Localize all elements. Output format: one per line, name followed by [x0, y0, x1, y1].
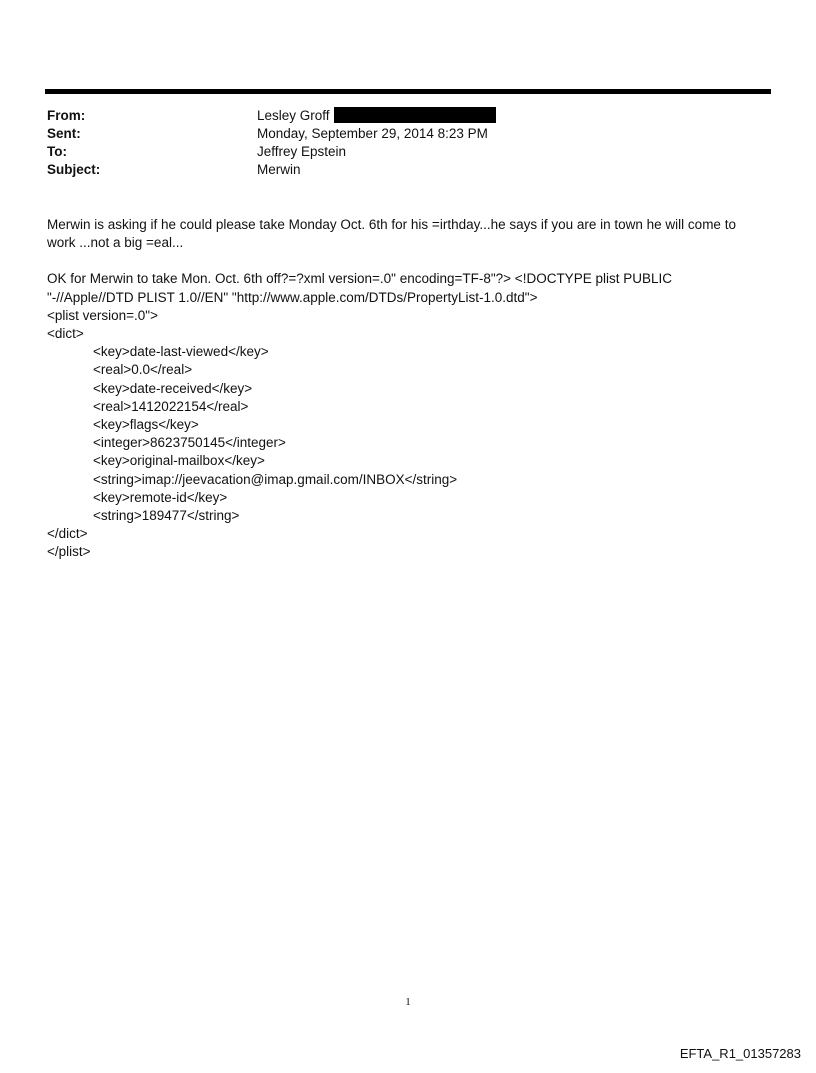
subject-row: [47, 161, 496, 179]
plist-line: <key>remote-id</key>: [93, 489, 228, 505]
email-header: [47, 107, 496, 179]
plist-line: <key>flags</key>: [93, 417, 199, 433]
plist-open: <plist version=.0">: [47, 307, 158, 323]
sent-label: Sent:: [47, 126, 81, 141]
from-label: From:: [47, 108, 86, 123]
email-body: [47, 216, 757, 562]
document-id: EFTA_R1_01357283: [679, 1046, 801, 1061]
sent-value: Monday, September 29, 2014 8:23 PM: [257, 126, 488, 141]
from-row: [47, 107, 496, 125]
header-rule: [45, 89, 771, 94]
plist-line: <real>0.0</real>: [93, 362, 193, 378]
to-label: To:: [47, 144, 67, 159]
plist-line: <integer>8623750145</integer>: [93, 435, 286, 451]
to-row: [47, 143, 496, 161]
plist-line: <string>imap://jeevacation@imap.gmail.com/INBOX</string>: [93, 471, 458, 487]
dict-close: </dict>: [47, 526, 88, 542]
subject-value: Merwin: [257, 162, 301, 177]
body-paragraph: OK for Merwin to take Mon. Oct. 6th off?=?xml version=.0" encoding=TF-8"?> <!DOCTYPE plist PUBLIC "-//Apple//DTD PLIST 1.0//EN" "http://www.apple.com/DTDs/PropertyList-1.0.dtd">: [47, 271, 672, 305]
plist-line: <real>1412022154</real>: [93, 398, 249, 414]
body-paragraph: Merwin is asking if he could please take Monday Oct. 6th for his =irthday...he says if you are in town he will come to work ...not a big =eal...: [47, 217, 736, 251]
redaction-block: [334, 107, 496, 123]
plist-line: <string>189477</string>: [93, 508, 240, 524]
plist-line: <key>original-mailbox</key>: [93, 453, 265, 469]
plist-line: <key>date-received</key>: [93, 380, 253, 396]
plist-line: <key>date-last-viewed</key>: [93, 344, 269, 360]
dict-open: <dict>: [47, 326, 84, 342]
plist-close: </plist>: [47, 544, 91, 560]
sent-row: [47, 125, 496, 143]
from-value: Lesley Groff: [257, 108, 330, 123]
page-number: 1: [405, 996, 411, 1008]
to-value: Jeffrey Epstein: [257, 144, 347, 159]
subject-label: Subject:: [47, 162, 101, 177]
